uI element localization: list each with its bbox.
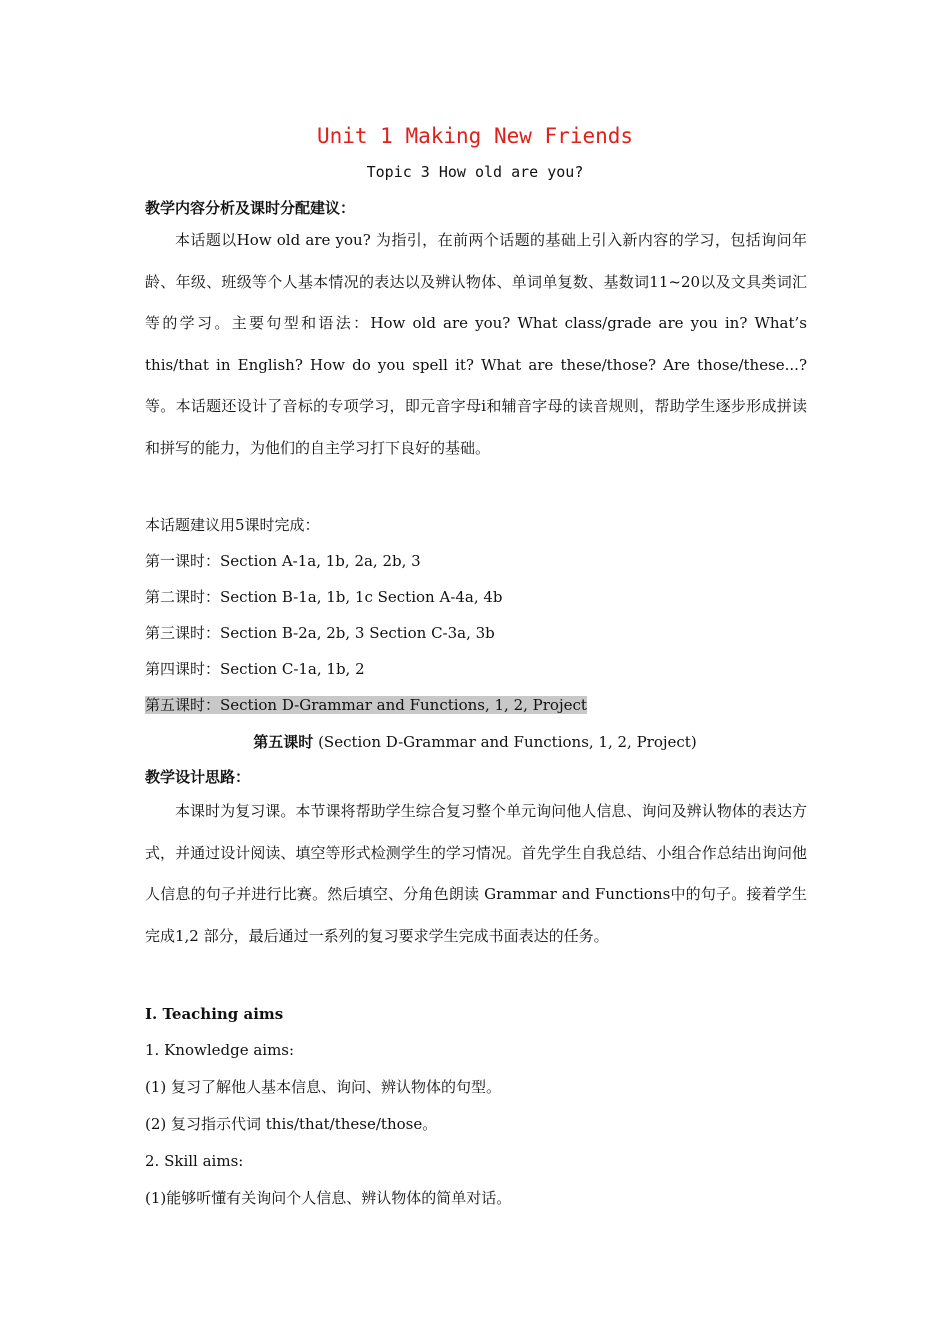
- lesson-item: 第四课时：Section C-1a, 1b, 2: [145, 660, 365, 678]
- lesson-item: 第二课时：Section B-1a, 1b, 1c Section A-4a, 4b: [145, 588, 503, 606]
- lesson-item: 第一课时：Section A-1a, 1b, 2a, 2b, 3: [145, 552, 421, 570]
- analysis-paragraph: 本话题以How old are you? 为指引，在前两个话题的基础上引入新内容的学习，包括询问年龄、年级、班级等个人基本情况的表达以及辨认物体、单词单复数、基数词11~20以及文具类词汇等的学习。主要句型和语法：How old are you? What class/grade are you in? What’s this/that in English? How do you spell it? What are these/those? Are those/these...?等。本话题还设计了音标的专项学习，即元音字母i和辅音字母的读音规则，帮助学生逐步形成拼读和拼写的能力，为他们的自主学习打下良好的基础。: [145, 231, 807, 457]
- knowledge-aim-item: (2) 复习指示代词 this/that/these/those。: [145, 1115, 438, 1133]
- lesson5-heading-bold: 第五课时: [253, 733, 314, 751]
- lesson5-heading-rest: (Section D-Grammar and Functions, 1, 2, Project): [313, 733, 697, 751]
- design-paragraph: 本课时为复习课。本节课将帮助学生综合复习整个单元询问他人信息、询问及辨认物体的表达方式，并通过设计阅读、填空等形式检测学生的学习情况。首先学生自我总结、小组合作总结出询问他人信息的句子并进行比赛。然后填空、分角色朗读 Grammar and Functions中的句子。接着学生完成1,2 部分，最后通过一系列的复习要求学生完成书面表达的任务。: [145, 802, 807, 945]
- lesson-item-highlighted: 第五课时：Section D-Grammar and Functions, 1, 2, Project: [145, 696, 587, 714]
- teaching-aims-heading: Ⅰ. Teaching aims: [145, 1005, 284, 1023]
- lesson-item: 第三课时：Section B-2a, 2b, 3 Section C-3a, 3b: [145, 624, 495, 642]
- section-heading-design: 教学设计思路：: [145, 768, 251, 786]
- doc-subtitle: Topic 3 How old are you?: [366, 163, 584, 181]
- skill-aims-label: 2. Skill aims:: [145, 1152, 244, 1170]
- lesson-intro: 本话题建议用5课时完成：: [145, 516, 320, 534]
- section-heading-analysis: 教学内容分析及课时分配建议：: [145, 199, 356, 217]
- lesson5-heading: [0, 731, 950, 752]
- knowledge-aims-label: 1. Knowledge aims:: [145, 1041, 295, 1059]
- knowledge-aim-item: (1) 复习了解他人基本信息、询问、辨认物体的句型。: [145, 1078, 502, 1096]
- skill-aim-item: (1)能够听懂有关询问个人信息、辨认物体的简单对话。: [145, 1189, 512, 1207]
- doc-title: Unit 1 Making New Friends: [316, 124, 634, 148]
